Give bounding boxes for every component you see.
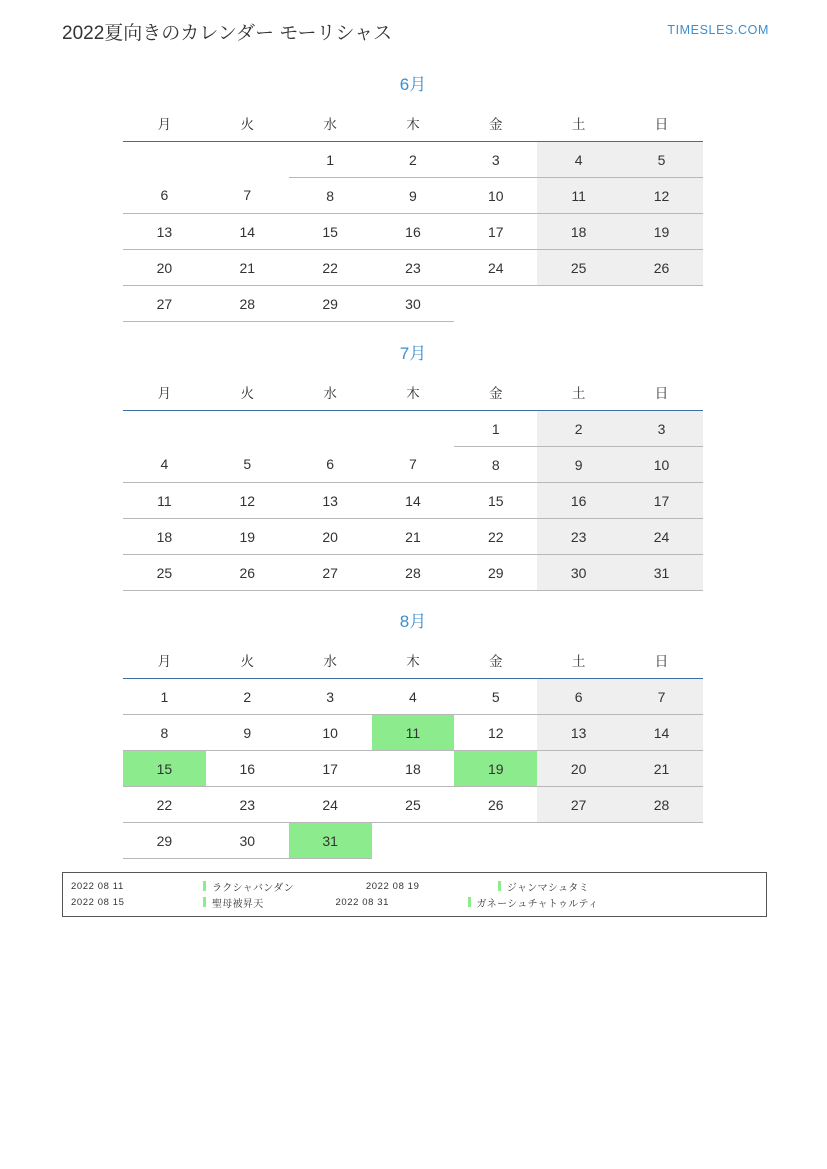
calendar-day: 20 xyxy=(123,250,206,286)
month-title: 6月 xyxy=(399,75,427,94)
calendar-week-row xyxy=(123,250,703,286)
month-block-june xyxy=(123,70,703,322)
calendar-day: 5 xyxy=(206,447,289,483)
calendar-day: 10 xyxy=(620,447,703,483)
calendar-day: 1 xyxy=(289,142,372,178)
calendar-day: 18 xyxy=(537,214,620,250)
weekday-header-日: 日 xyxy=(620,646,703,679)
legend-label: ジャンマシュタミ xyxy=(506,882,589,894)
calendar-day: 30 xyxy=(537,555,620,591)
calendar-day: 3 xyxy=(454,142,537,178)
calendar-day: 14 xyxy=(620,715,703,751)
calendar-cell-empty xyxy=(372,823,455,859)
calendar-day: 31 xyxy=(620,555,703,591)
legend-label: ラクシャバンダン xyxy=(212,882,294,894)
calendar-cell-empty xyxy=(123,411,206,447)
calendar-day: 13 xyxy=(123,214,206,250)
calendar-day: 11 xyxy=(123,483,206,519)
holiday-color-swatch-icon xyxy=(203,881,206,891)
weekday-header-金: 金 xyxy=(454,378,537,411)
calendar-cell-empty xyxy=(206,142,289,178)
legend-entry xyxy=(71,895,264,910)
calendar-cell-empty xyxy=(620,286,703,322)
calendar-day: 2 xyxy=(537,411,620,447)
weekday-header-土: 土 xyxy=(537,378,620,411)
legend-entry xyxy=(71,879,294,894)
calendar-day: 19 xyxy=(620,214,703,250)
calendar-day: 12 xyxy=(620,178,703,214)
calendar-day: 18 xyxy=(372,751,455,787)
calendar-day: 2 xyxy=(206,679,289,715)
calendar-day: 20 xyxy=(537,751,620,787)
calendar-day: 9 xyxy=(372,178,455,214)
calendar-day: 29 xyxy=(123,823,206,859)
calendar-day: 29 xyxy=(454,555,537,591)
calendar-day-holiday: 15 xyxy=(123,751,206,787)
weekday-header-row xyxy=(123,646,703,679)
holiday-legend xyxy=(62,872,767,917)
calendar-day-holiday: 11 xyxy=(372,715,455,751)
calendar-day: 27 xyxy=(537,787,620,823)
calendar-day: 8 xyxy=(454,447,537,483)
calendar-table-august xyxy=(123,646,703,859)
calendar-day: 30 xyxy=(372,286,455,322)
weekday-header-火: 火 xyxy=(206,109,289,142)
weekday-header-木: 木 xyxy=(372,646,455,679)
calendar-day: 6 xyxy=(123,178,206,214)
calendar-week-row xyxy=(123,142,703,178)
calendar-day: 10 xyxy=(454,178,537,214)
calendar-day: 4 xyxy=(123,447,206,483)
calendar-week-row xyxy=(123,178,703,214)
calendar-day: 7 xyxy=(372,447,455,483)
calendar-day: 23 xyxy=(537,519,620,555)
weekday-header-木: 木 xyxy=(372,378,455,411)
calendar-day: 2 xyxy=(372,142,455,178)
weekday-header-水: 水 xyxy=(289,378,372,411)
calendar-day: 19 xyxy=(206,519,289,555)
calendar-day: 6 xyxy=(289,447,372,483)
weekday-header-水: 水 xyxy=(289,109,372,142)
calendar-day: 24 xyxy=(289,787,372,823)
calendar-day: 28 xyxy=(206,286,289,322)
calendar-day: 15 xyxy=(289,214,372,250)
calendar-cell-empty xyxy=(206,411,289,447)
calendar-week-row xyxy=(123,286,703,322)
calendar-week-row xyxy=(123,483,703,519)
calendar-week-row xyxy=(123,447,703,483)
calendar-day: 9 xyxy=(537,447,620,483)
calendar-day: 3 xyxy=(620,411,703,447)
holiday-color-swatch-icon xyxy=(468,897,471,907)
calendar-week-row xyxy=(123,519,703,555)
calendar-cell-empty xyxy=(620,823,703,859)
calendar-day: 8 xyxy=(123,715,206,751)
calendar-day: 8 xyxy=(289,178,372,214)
calendar-day: 14 xyxy=(206,214,289,250)
calendar-day: 27 xyxy=(289,555,372,591)
calendar-day: 17 xyxy=(289,751,372,787)
calendar-day: 25 xyxy=(123,555,206,591)
calendar-day: 5 xyxy=(454,679,537,715)
weekday-header-月: 月 xyxy=(123,646,206,679)
calendar-day: 26 xyxy=(620,250,703,286)
calendar-day: 16 xyxy=(372,214,455,250)
calendar-day: 3 xyxy=(289,679,372,715)
weekday-header-土: 土 xyxy=(537,646,620,679)
page-header xyxy=(0,18,827,52)
calendar-day: 28 xyxy=(372,555,455,591)
calendar-day: 12 xyxy=(206,483,289,519)
weekday-header-土: 土 xyxy=(537,109,620,142)
legend-date: 2022 08 19 xyxy=(365,880,420,892)
calendar-day: 1 xyxy=(123,679,206,715)
legend-date: 2022 08 11 xyxy=(71,880,124,892)
calendar-cell-empty xyxy=(537,286,620,322)
calendar-cell-empty xyxy=(289,411,372,447)
calendar-day: 16 xyxy=(537,483,620,519)
calendar-day: 1 xyxy=(454,411,537,447)
calendar-week-row xyxy=(123,787,703,823)
calendar-day: 26 xyxy=(206,555,289,591)
calendar-day-holiday: 31 xyxy=(289,823,372,859)
calendar-day: 30 xyxy=(206,823,289,859)
legend-row xyxy=(71,879,758,893)
legend-entry xyxy=(336,895,599,910)
calendar-week-row xyxy=(123,411,703,447)
calendar-day: 10 xyxy=(289,715,372,751)
legend-date: 2022 08 15 xyxy=(71,896,125,908)
calendar-day: 11 xyxy=(537,178,620,214)
calendar-day: 7 xyxy=(620,679,703,715)
weekday-header-木: 木 xyxy=(372,109,455,142)
page-title: 2022夏向きのカレンダー モーリシャス xyxy=(62,23,393,44)
calendar-day: 24 xyxy=(454,250,537,286)
calendar-day: 9 xyxy=(206,715,289,751)
holiday-color-swatch-icon xyxy=(203,897,206,907)
calendar-day: 12 xyxy=(454,715,537,751)
calendar-day: 4 xyxy=(537,142,620,178)
calendar-week-row xyxy=(123,214,703,250)
weekday-header-月: 月 xyxy=(123,378,206,411)
calendar-cell-empty xyxy=(123,142,206,178)
weekday-header-row xyxy=(123,378,703,411)
calendar-day: 23 xyxy=(372,250,455,286)
calendar-week-row xyxy=(123,679,703,715)
weekday-header-火: 火 xyxy=(206,378,289,411)
weekday-header-金: 金 xyxy=(454,646,537,679)
weekday-header-row xyxy=(123,109,703,142)
calendar-day: 6 xyxy=(537,679,620,715)
calendar-day: 25 xyxy=(537,250,620,286)
weekday-header-火: 火 xyxy=(206,646,289,679)
calendar-week-row xyxy=(123,751,703,787)
weekday-header-金: 金 xyxy=(454,109,537,142)
calendar-day: 25 xyxy=(372,787,455,823)
month-block-july xyxy=(123,339,703,591)
weekday-header-日: 日 xyxy=(620,109,703,142)
calendar-day: 17 xyxy=(454,214,537,250)
calendar-day: 21 xyxy=(620,751,703,787)
weekday-header-水: 水 xyxy=(289,646,372,679)
calendar-day: 23 xyxy=(206,787,289,823)
calendar-day: 20 xyxy=(289,519,372,555)
calendar-cell-empty xyxy=(454,286,537,322)
calendar-day: 28 xyxy=(620,787,703,823)
legend-date: 2022 08 31 xyxy=(335,896,390,908)
legend-label: 聖母被昇天 xyxy=(212,898,264,910)
calendar-day: 13 xyxy=(289,483,372,519)
calendar-day: 22 xyxy=(289,250,372,286)
month-title: 7月 xyxy=(399,344,427,363)
calendar-cell-empty xyxy=(454,823,537,859)
calendar-table-june xyxy=(123,109,703,322)
calendar-cell-empty xyxy=(537,823,620,859)
calendar-day: 15 xyxy=(454,483,537,519)
weekday-header-日: 日 xyxy=(620,378,703,411)
calendar-day: 21 xyxy=(206,250,289,286)
calendar-day: 29 xyxy=(289,286,372,322)
calendar-day: 24 xyxy=(620,519,703,555)
calendar-table-july xyxy=(123,378,703,591)
calendar-day: 21 xyxy=(372,519,455,555)
legend-row xyxy=(71,895,758,909)
calendar-day: 4 xyxy=(372,679,455,715)
calendar-day: 26 xyxy=(454,787,537,823)
calendar-day: 17 xyxy=(620,483,703,519)
calendar-day: 13 xyxy=(537,715,620,751)
calendar-day: 14 xyxy=(372,483,455,519)
calendar-week-row xyxy=(123,823,703,859)
calendar-day: 5 xyxy=(620,142,703,178)
weekday-header-月: 月 xyxy=(123,109,206,142)
calendar-day: 22 xyxy=(454,519,537,555)
calendar-week-row xyxy=(123,555,703,591)
holiday-color-swatch-icon xyxy=(498,881,501,891)
calendar-day: 22 xyxy=(123,787,206,823)
legend-label: ガネーシュチャトゥルティ xyxy=(476,898,599,910)
calendar-day: 18 xyxy=(123,519,206,555)
month-block-august xyxy=(123,607,703,859)
legend-entry xyxy=(366,879,589,894)
calendar-day: 27 xyxy=(123,286,206,322)
month-title: 8月 xyxy=(399,612,427,631)
calendar-week-row xyxy=(123,715,703,751)
calendar-day: 7 xyxy=(206,178,289,214)
calendar-cell-empty xyxy=(372,411,455,447)
calendar-day-holiday: 19 xyxy=(454,751,537,787)
calendar-day: 16 xyxy=(206,751,289,787)
brand-logo: TIMESLES.COM xyxy=(667,23,769,37)
